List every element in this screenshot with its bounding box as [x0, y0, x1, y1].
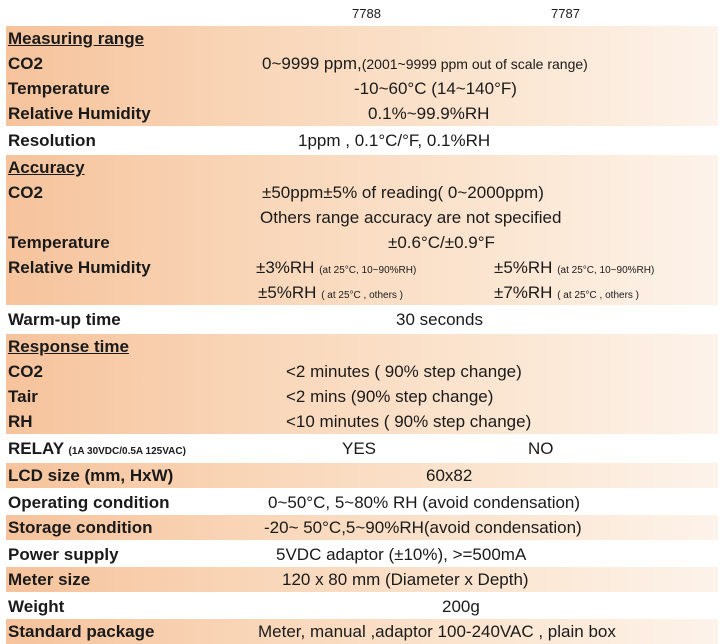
resolution-row — [6, 126, 718, 153]
measuring-co2-value: 0~9999 ppm,(2001~9999 ppm out of scale range) — [262, 54, 588, 73]
measuring-rh-label: Relative Humidity — [8, 104, 151, 123]
power-value: 5VDC adaptor (±10%), >=500mA — [276, 545, 527, 564]
lcd-value: 60x82 — [426, 466, 473, 485]
relay-row — [6, 434, 718, 461]
accuracy-rh-7787-a: ±5%RH (at 25°C, 10~90%RH) — [494, 258, 655, 277]
weight-label: Weight — [8, 597, 65, 616]
operating-value: 0~50°C, 5~80% RH (avoid condensation) — [268, 493, 581, 512]
accuracy-co2-label: CO2 — [8, 183, 43, 202]
operating-label: Operating condition — [8, 493, 170, 512]
measuring-temp-row — [6, 76, 718, 101]
measuring-temp-value: -10~60°C (14~140°F) — [354, 79, 517, 98]
accuracy-rh-other-row — [6, 280, 718, 305]
response-tair-label: Tair — [8, 387, 38, 406]
spec-table — [6, 26, 718, 644]
accuracy-temp-label: Temperature — [8, 233, 110, 252]
weight-value: 200g — [442, 597, 480, 616]
accuracy-co2-value: ±50ppm±5% of reading( 0~2000ppm) — [262, 183, 544, 202]
accuracy-rh-7788-a: ±3%RH (at 25°C, 10~90%RH) — [256, 258, 417, 277]
package-label: Standard package — [8, 622, 155, 641]
response-co2-value: <2 minutes ( 90% step change) — [286, 362, 522, 381]
response-co2-row — [6, 359, 718, 384]
response-tair-row — [6, 384, 718, 409]
package-value: Meter, manual ,adaptor 100-240VAC , plain box — [258, 622, 616, 641]
weight-row — [6, 592, 718, 619]
meter-size-row — [6, 567, 718, 592]
accuracy-rh-label: Relative Humidity — [8, 258, 151, 277]
response-rh-row — [6, 409, 718, 434]
model-7787: 7787 — [551, 6, 580, 21]
relay-7787-value: NO — [528, 439, 554, 458]
measuring-range-heading: Measuring range — [8, 29, 145, 48]
package-row — [6, 619, 718, 644]
accuracy-heading: Accuracy — [8, 158, 85, 177]
measuring-rh-row — [6, 101, 718, 126]
model-header — [0, 6, 721, 24]
storage-value: -20~ 50°C,5~90%RH(avoid condensation) — [264, 518, 582, 537]
power-label: Power supply — [8, 545, 119, 564]
accuracy-co2-note-row — [6, 205, 718, 230]
operating-row — [6, 488, 718, 515]
accuracy-rh-7788-b: ±5%RH ( at 25°C , others ) — [258, 283, 404, 302]
relay-7788-value: YES — [342, 439, 377, 458]
warmup-value: 30 seconds — [396, 310, 483, 329]
model-7788: 7788 — [352, 6, 381, 21]
accuracy-heading-row — [6, 153, 718, 180]
measuring-rh-value: 0.1%~99.9%RH — [368, 104, 490, 123]
warmup-label: Warm-up time — [8, 310, 121, 329]
accuracy-temp-value: ±0.6°C/±0.9°F — [388, 233, 495, 252]
relay-label: RELAY (1A 30VDC/0.5A 125VAC) — [8, 439, 186, 458]
warmup-row — [6, 305, 718, 332]
storage-row — [6, 515, 718, 540]
accuracy-temp-row — [6, 230, 718, 255]
resolution-value: 1ppm , 0.1°C/°F, 0.1%RH — [298, 131, 491, 150]
measuring-range-heading-row — [6, 26, 718, 51]
response-rh-value: <10 minutes ( 90% step change) — [286, 412, 532, 431]
measuring-co2-row — [6, 51, 718, 76]
accuracy-rh-7787-b: ±7%RH ( at 25°C , others ) — [494, 283, 640, 302]
lcd-row — [6, 461, 718, 488]
meter-size-value: 120 x 80 mm (Diameter x Depth) — [282, 570, 529, 589]
response-rh-label: RH — [8, 412, 33, 431]
lcd-label: LCD size (mm, HxW) — [8, 466, 174, 485]
accuracy-co2-row — [6, 180, 718, 205]
response-heading: Response time — [8, 337, 129, 356]
resolution-label: Resolution — [8, 131, 96, 150]
measuring-temp-label: Temperature — [8, 79, 110, 98]
meter-size-label: Meter size — [8, 570, 91, 589]
power-row — [6, 540, 718, 567]
accuracy-rh-row — [6, 255, 718, 280]
storage-label: Storage condition — [8, 518, 153, 537]
response-tair-value: <2 mins (90% step change) — [286, 387, 494, 406]
accuracy-co2-note: Others range accuracy are not specified — [260, 208, 562, 227]
measuring-co2-label: CO2 — [8, 54, 43, 73]
response-heading-row — [6, 332, 718, 359]
response-co2-label: CO2 — [8, 362, 43, 381]
